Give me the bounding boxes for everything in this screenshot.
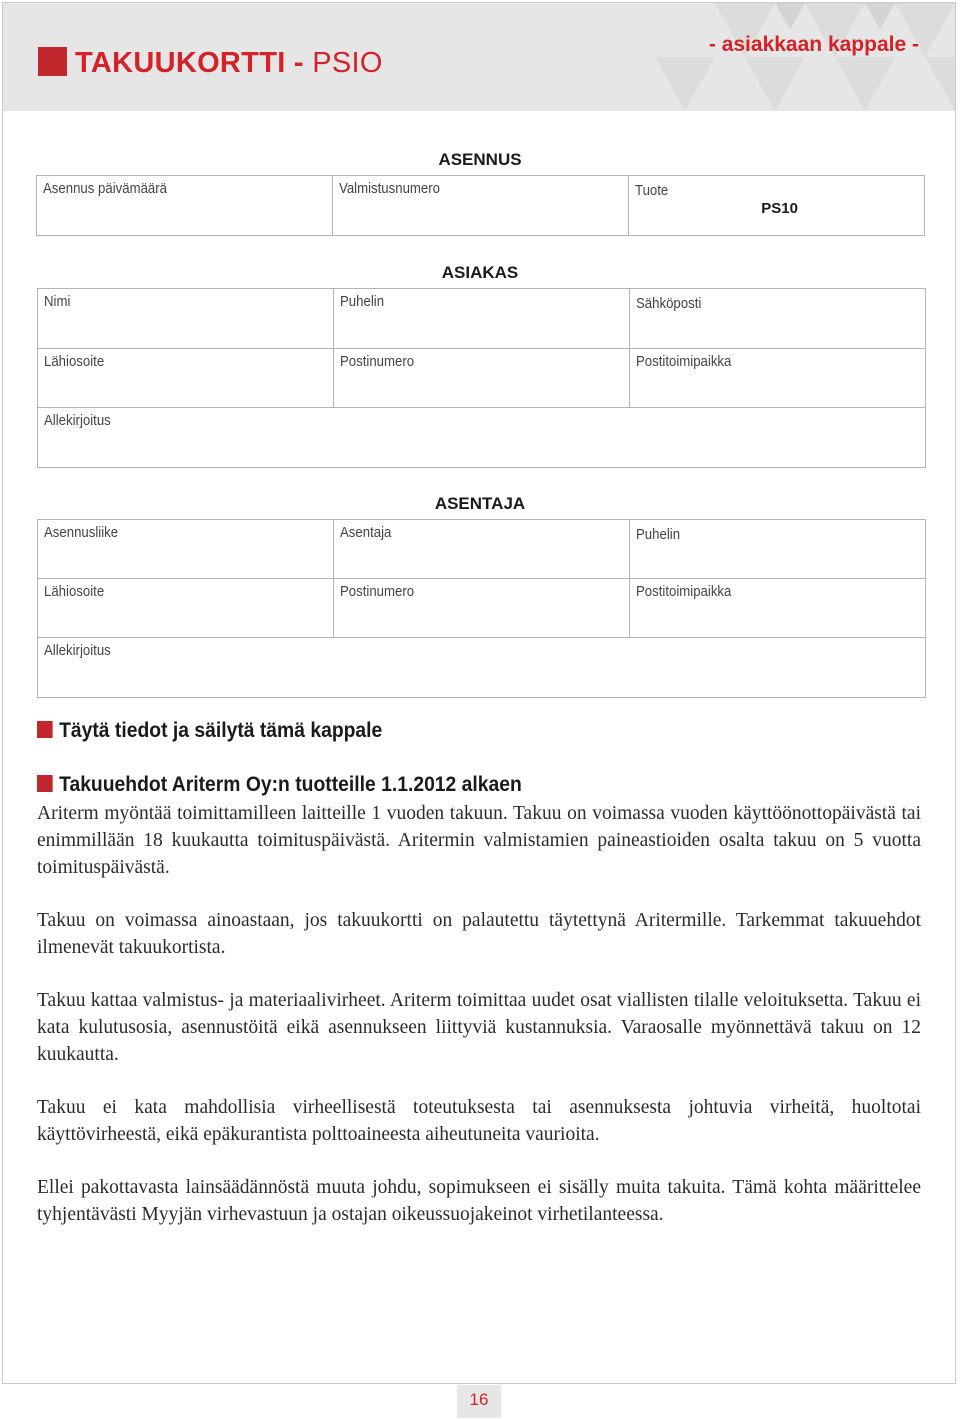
field-label: Allekirjoitus bbox=[44, 412, 111, 429]
field-label: Tuote bbox=[635, 182, 669, 199]
field-installer-phone[interactable] bbox=[630, 520, 925, 579]
field-label: Lähiosoite bbox=[44, 353, 105, 370]
section-heading-asentaja: ASENTAJA bbox=[434, 494, 526, 513]
field-installer-signature[interactable] bbox=[38, 638, 925, 697]
field-city[interactable] bbox=[630, 349, 925, 408]
fill-instruction: Täytä tiedot ja säilytä tämä kappale bbox=[37, 719, 382, 743]
copy-label: - asiakkaan kappale - bbox=[708, 33, 919, 56]
field-label: Postitoimipaikka bbox=[636, 353, 732, 370]
field-serial-number[interactable] bbox=[333, 176, 629, 235]
field-label: Puhelin bbox=[636, 526, 681, 543]
field-label: Postitoimipaikka bbox=[636, 583, 732, 600]
field-label: Asennusliike bbox=[44, 524, 119, 541]
field-installer-street-address[interactable] bbox=[38, 579, 334, 638]
field-product[interactable] bbox=[629, 176, 924, 235]
field-installer-city[interactable] bbox=[630, 579, 925, 638]
form-asentaja bbox=[37, 519, 926, 698]
field-label: Postinumero bbox=[340, 583, 415, 600]
field-label: Postinumero bbox=[340, 353, 415, 370]
terms-paragraph: Takuu kattaa valmistus- ja materiaalivirheet. Ariterm toimittaa uudet osat viallisten tilalle veloituksetta. Takuu ei kata kulutusosia, asennustöitä eikä asennukseen liittyviä kustannuksia. Varaosalle myönnettävä takuu on 12 kuukautta. bbox=[37, 990, 921, 1065]
title-marker bbox=[38, 47, 67, 76]
field-label: Nimi bbox=[44, 293, 71, 310]
field-installer-postal-code[interactable] bbox=[334, 579, 630, 638]
page-title: TAKUUKORTTI - PSIO bbox=[75, 47, 383, 79]
page-header bbox=[3, 3, 955, 111]
decorative-pattern bbox=[655, 3, 955, 111]
section-heading-asennus: ASENNUS bbox=[438, 150, 522, 169]
field-installer[interactable] bbox=[334, 520, 630, 579]
field-label: Lähiosoite bbox=[44, 583, 105, 600]
page-number: 16 bbox=[457, 1385, 501, 1418]
terms-paragraph: Takuu ei kata mahdollisia virheellisestä toteutuksesta tai asennuksesta johtuvia virheitä, huoltotai käyttövirheestä, eikä epäkurantista polttoaineesta aiheutuneita vaurioita. bbox=[37, 1097, 921, 1145]
terms-paragraph: Takuu on voimassa ainoastaan, jos takuukortti on palautettu täytettynä Aritermille. Tarkemmat takuuehdot ilmenevät takuukortista. bbox=[37, 910, 921, 958]
field-label: Asentaja bbox=[340, 524, 392, 541]
terms-text bbox=[37, 800, 921, 1254]
field-signature[interactable] bbox=[38, 408, 925, 467]
field-label: Valmistusnumero bbox=[339, 180, 440, 197]
bullet-marker bbox=[37, 721, 53, 738]
field-label: Puhelin bbox=[340, 293, 385, 310]
terms-paragraph: Ellei pakottavasta lainsäädännöstä muuta johdu, sopimukseen ei sisälly muita takuita. Tämä kohta määrittelee tyhjentävästi Myyjän virhevastuun ja ostajan oikeussuojakeinot virhetilanteessa. bbox=[37, 1177, 921, 1225]
form-asiakas bbox=[37, 288, 926, 468]
form-asennus bbox=[36, 175, 925, 236]
field-email[interactable] bbox=[630, 289, 925, 349]
field-installer-company[interactable] bbox=[38, 520, 334, 579]
section-heading-asiakas: ASIAKAS bbox=[441, 263, 519, 282]
field-label: Sähköposti bbox=[636, 295, 702, 312]
field-label: Allekirjoitus bbox=[44, 642, 111, 659]
terms-heading: Takuuehdot Ariterm Oy:n tuotteille 1.1.2012 alkaen bbox=[37, 773, 522, 797]
terms-paragraph: Ariterm myöntää toimittamilleen laitteille 1 vuoden takuun. Takuu on voimassa vuoden käyttöönottopäivästä tai enimmillään 18 kuukautta toimituspäivästä. Aritermin valmistamien paineastioiden osalta takuu on 5 vuotta toimituspäivästä. bbox=[37, 803, 921, 878]
product-value: PS10 bbox=[761, 200, 798, 217]
field-postal-code[interactable] bbox=[334, 349, 630, 408]
field-street-address[interactable] bbox=[38, 349, 334, 408]
field-name[interactable] bbox=[38, 289, 334, 349]
bullet-marker bbox=[37, 775, 53, 792]
field-asennus-date[interactable] bbox=[37, 176, 333, 235]
field-phone[interactable] bbox=[334, 289, 630, 349]
field-label: Asennus päivämäärä bbox=[43, 180, 168, 197]
